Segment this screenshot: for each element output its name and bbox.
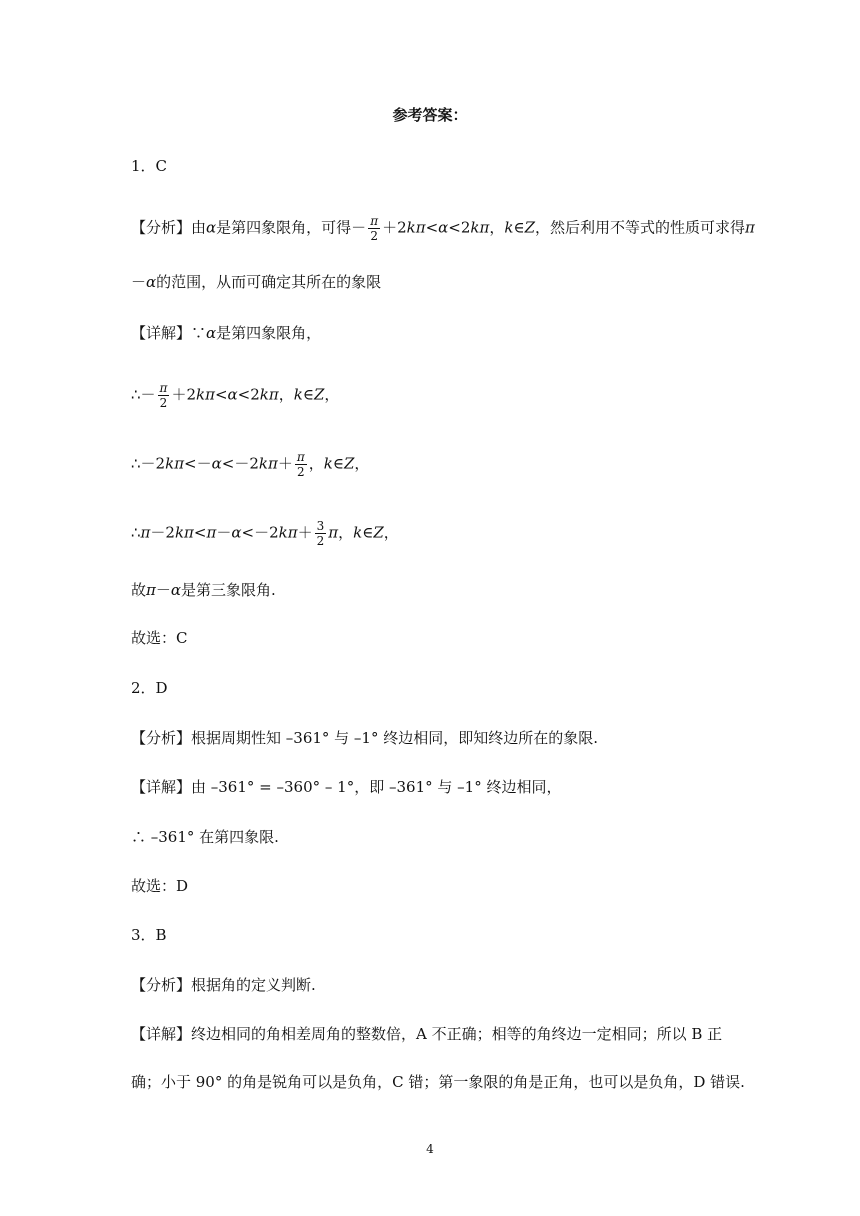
q3-answer: 3．B (131, 926, 167, 944)
q2-answer: 2．D (131, 679, 168, 697)
q1-conclusion: 故π－α是第三象限角. (131, 581, 276, 599)
q2-analysis: 【分析】根据周期性知 –361° 与 –1° 终边相同，即知终边所在的象限. (131, 729, 599, 747)
q1-detail-line: 【详解】∵α是第四象限角， (131, 324, 322, 342)
q1-answer: 1．C (131, 157, 168, 175)
fraction: $\frac{\pi}{2}$ (296, 450, 305, 479)
q2-choice: 故选：D (131, 877, 189, 895)
q1-analysis-line-2: －α的范围，从而可确定其所在的象限 (131, 273, 382, 291)
q2-detail: 【详解】由 –361° = –360° – 1°，即 –361° 与 –1° 终边相同， (131, 778, 562, 796)
fraction: $\frac{3}{2}$ (316, 519, 325, 548)
detail-label: 【详解】 (131, 324, 192, 342)
q1-step-2: ∴－2kπ<－α<－2kπ＋ $\frac{\pi}{2}$ ，k∈Z， (131, 450, 370, 479)
q2-conclusion: ∴ –361° 在第四象限. (131, 828, 279, 846)
fraction: $\frac{\pi}{2}$ (159, 381, 168, 410)
q3-detail-line-1: 【详解】终边相同的角相差周角的整数倍，A 不正确；相等的角终边一定相同；所以 B 正 (131, 1025, 723, 1043)
q1-analysis-line-1: 【分析】由α是第四象限角，可得－ $\frac{\pi}{2}$ ＋2kπ<α<2kπ，k∈Z，然后利用不等式的性质可求得π (131, 214, 755, 243)
fraction: $\frac{\pi}{2}$ (370, 214, 379, 243)
page-number: 4 (426, 1142, 434, 1156)
section-title: 参考答案： (392, 106, 468, 124)
q3-analysis: 【分析】根据角的定义判断. (131, 976, 316, 994)
analysis-label: 【分析】 (131, 218, 192, 237)
q3-detail-line-2: 确；小于 90° 的角是锐角可以是负角，C 错；第一象限的角是正角，也可以是负角，D 错误. (131, 1073, 745, 1091)
q1-step-1: ∴－ $\frac{\pi}{2}$ ＋2kπ<α<2kπ，k∈Z， (131, 381, 340, 410)
q1-choice: 故选：C (131, 629, 188, 647)
q1-step-3: ∴π－2kπ<π－α<－2kπ＋ $\frac{3}{2}$ π，k∈Z， (131, 519, 399, 548)
